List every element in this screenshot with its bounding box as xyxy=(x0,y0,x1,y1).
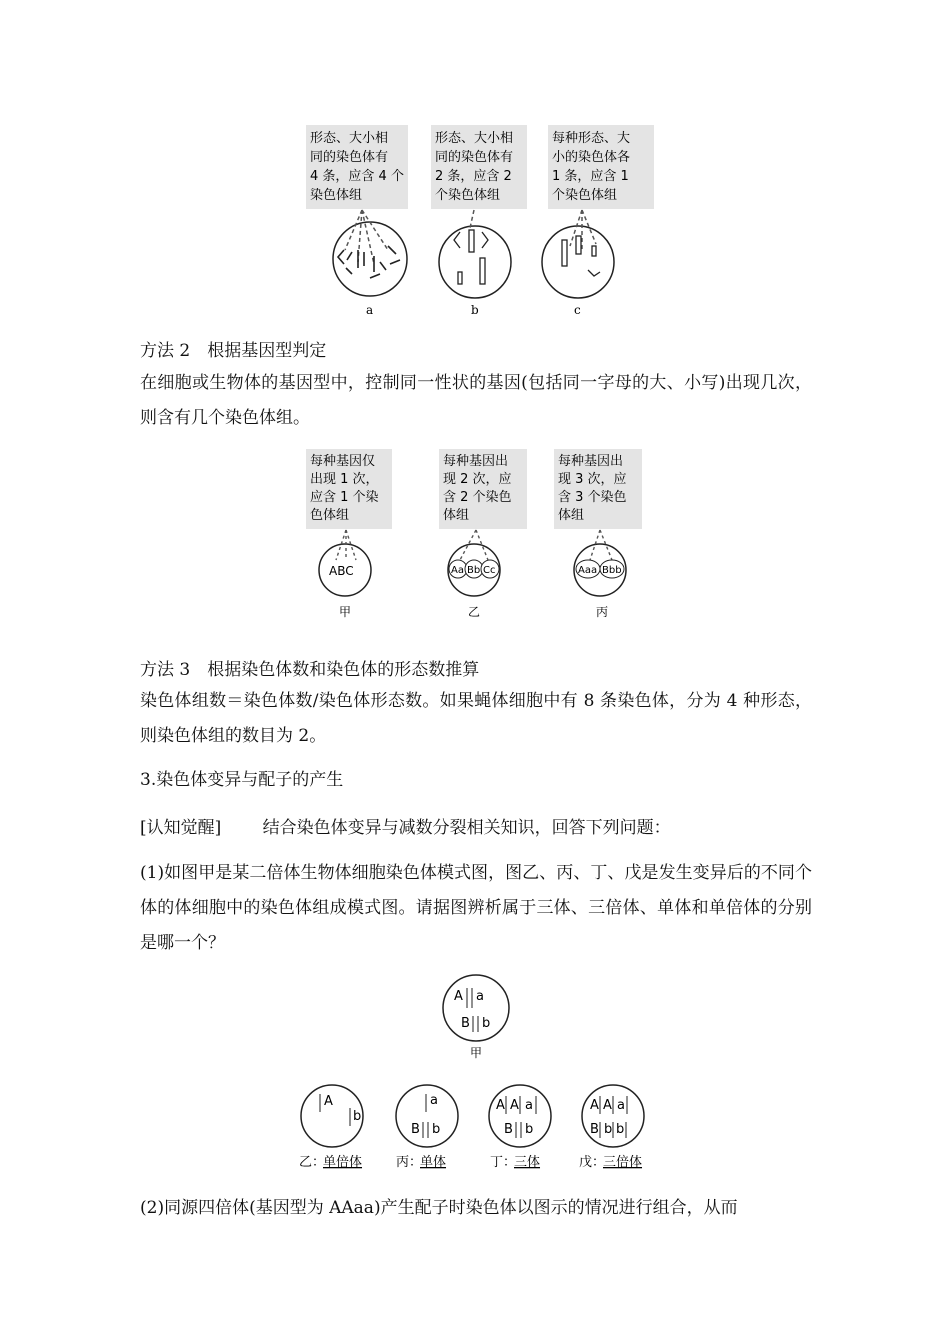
chromosomes-b xyxy=(454,230,488,284)
cell-b xyxy=(439,226,511,298)
gene-note-1-line1: 每种基因仅 xyxy=(310,454,376,469)
figure-variation-cells xyxy=(296,972,661,1172)
gene-wu-a: a xyxy=(617,1098,625,1113)
gene-bing-a: a xyxy=(430,1093,438,1108)
note-a-line3: 4 条，应含 4 个 xyxy=(310,169,404,184)
cell-jia-top xyxy=(443,975,509,1041)
gene-note-3-line3: 含 3 个染色 xyxy=(558,490,627,505)
chromosomes-c xyxy=(562,236,600,276)
question2-text: (2)同源四倍体(基因型为 AAaa)产生配子时染色体以图示的情况进行组合，从而 xyxy=(140,1198,738,1218)
gene-note-3-line1: 每种基因出 xyxy=(558,454,624,469)
gene-jia-B: B xyxy=(461,1016,470,1031)
gene-note-2-line3: 含 2 个染色 xyxy=(443,490,512,505)
label-yi-answer: 单倍体 xyxy=(323,1155,363,1170)
note-c-line3: 1 条，应含 1 xyxy=(552,169,629,184)
gene-aa: Aa xyxy=(451,565,464,576)
arrows-a xyxy=(345,210,388,264)
gene-wu-B: B xyxy=(590,1122,599,1137)
gene-yi-A: A xyxy=(324,1094,333,1109)
note-b-line1: 形态、大小相 xyxy=(435,131,514,146)
method3-body: 染色体组数＝染色体数/染色体形态数。如果蝇体细胞中有 8 条染色体，分为 4 种形态，则染色体组的数目为 2。 xyxy=(140,691,812,746)
gene-wu-A2: A xyxy=(603,1098,612,1113)
label-wu-prefix: 戊： xyxy=(579,1155,606,1170)
cognition-tag: [认知觉醒] xyxy=(140,818,222,838)
gene-jia-b: b xyxy=(482,1016,491,1031)
gene-note-1-line3: 应含 1 个染 xyxy=(310,490,379,505)
gene-ding-b: b xyxy=(525,1122,534,1137)
label-wu-answer: 三倍体 xyxy=(603,1155,643,1170)
label-yi: 乙 xyxy=(468,605,481,619)
gene-note-3-line4: 体组 xyxy=(558,508,585,523)
figure-genotype-sets xyxy=(300,446,650,622)
label-bing-answer: 单体 xyxy=(420,1155,447,1170)
note-a-line4: 染色体组 xyxy=(310,188,363,203)
gene-note-3-line2: 现 3 次，应 xyxy=(558,472,627,487)
label-c: c xyxy=(574,303,581,317)
figure-chromosome-sets xyxy=(300,122,660,322)
label-yi-prefix: 乙： xyxy=(299,1155,326,1170)
gene-ding-A1: A xyxy=(496,1098,505,1113)
gene-note-2-line1: 每种基因出 xyxy=(443,454,509,469)
label-a: a xyxy=(366,303,374,317)
note-a-line2: 同的染色体有 xyxy=(310,150,389,165)
cell-bing-bottom xyxy=(396,1085,458,1147)
label-ding-prefix: 丁： xyxy=(490,1155,517,1170)
note-a-line1: 形态、大小相 xyxy=(310,131,389,146)
method2-body: 在细胞或生物体的基因型中，控制同一性状的基因(包括同一字母的大、小写)出现几次，则含有几个染色体组。 xyxy=(140,373,812,428)
label-jia: 甲 xyxy=(339,605,352,619)
note-b-line4: 个染色体组 xyxy=(435,188,501,203)
section3-title: 3.染色体变异与配子的产生 xyxy=(140,770,344,790)
gene-jia-a: a xyxy=(476,989,484,1004)
gene-cc: Cc xyxy=(483,565,496,576)
cell-ding-bottom xyxy=(489,1085,551,1147)
gene-note-1-line2: 出现 1 次， xyxy=(310,472,379,487)
gene-wu-A1: A xyxy=(590,1098,599,1113)
gene-bb: Bb xyxy=(467,565,481,576)
note-c-line2: 小的染色体各 xyxy=(552,150,631,165)
gene-wu-b1: b xyxy=(604,1122,613,1137)
gene-bing-b: b xyxy=(432,1122,441,1137)
question1-text: (1)如图甲是某二倍体生物体细胞染色体模式图，图乙、丙、丁、戊是发生变异后的不同个体的体细胞中的染色体组成模式图。请据图辨析属于三体、三倍体、单体和单倍体的分别是哪一个？ xyxy=(140,863,812,953)
method3-heading: 方法 3 根据染色体数和染色体的形态数推算 xyxy=(140,660,480,680)
gene-jia-A: A xyxy=(454,989,463,1004)
gene-yi-b: b xyxy=(353,1109,362,1124)
label-bing: 丙 xyxy=(596,605,609,619)
gene-aaa: Aaa xyxy=(578,565,598,576)
gene-note-2-line4: 体组 xyxy=(443,508,470,523)
genes-jia: ABC xyxy=(329,564,354,578)
label-b: b xyxy=(471,303,479,317)
gene-bing-B: B xyxy=(411,1122,420,1137)
label-bing-prefix: 丙： xyxy=(396,1155,423,1170)
gene-bbb: Bbb xyxy=(602,565,622,576)
chromosomes-a xyxy=(338,246,400,278)
note-c-line4: 个染色体组 xyxy=(552,188,618,203)
gene-ding-a: a xyxy=(525,1098,533,1113)
label-jia-top: 甲 xyxy=(470,1046,483,1060)
cognition-text: 结合染色体变异与减数分裂相关知识，回答下列问题： xyxy=(262,818,671,838)
gene-wu-b2: b xyxy=(616,1122,625,1137)
method2-heading: 方法 2 根据基因型判定 xyxy=(140,341,327,361)
arrows-yi xyxy=(460,530,488,560)
cell-a xyxy=(333,222,407,296)
gene-note-1-line4: 色体组 xyxy=(310,508,350,523)
cognition-line xyxy=(140,813,671,838)
note-c-line1: 每种形态、大 xyxy=(552,131,631,146)
label-ding-answer: 三体 xyxy=(514,1155,541,1170)
gene-ding-A2: A xyxy=(510,1098,519,1113)
note-b-line2: 同的染色体有 xyxy=(435,150,514,165)
gene-ding-B: B xyxy=(504,1122,513,1137)
note-b-line3: 2 条，应含 2 xyxy=(435,169,512,184)
gene-note-2-line2: 现 2 次，应 xyxy=(443,472,512,487)
